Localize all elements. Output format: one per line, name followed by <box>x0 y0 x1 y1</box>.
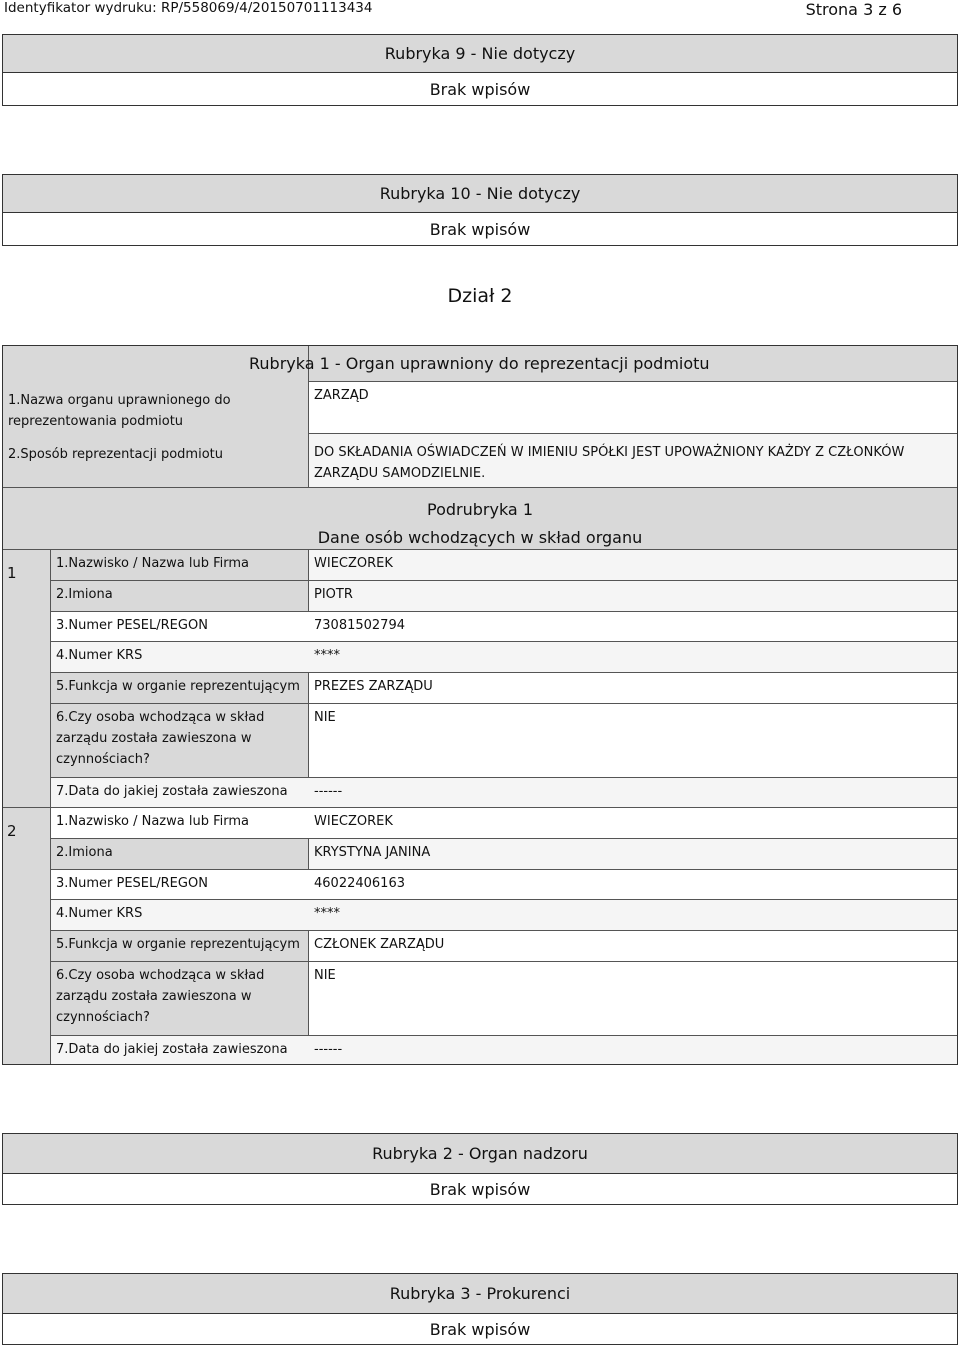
person-1-pesel-label: 3.Numer PESEL/REGON <box>51 612 309 642</box>
sposob-value: DO SKŁADANIA OŚWIADCZEŃ W IMIENIU SPÓŁKI JEST UPOWAŻNIONY KAŻDY Z CZŁONKÓW ZARZĄDU SAMODZIELNIE. <box>309 434 957 488</box>
rubryka-3-empty: Brak wpisów <box>429 1319 531 1339</box>
person-1-imiona-label: 2.Imiona <box>51 581 309 612</box>
person-2-funkcja: CZŁONEK ZARZĄDU <box>309 931 957 962</box>
person-1-krs: **** <box>309 642 957 673</box>
person-1-data-label: 7.Data do jakiej została zawieszona <box>51 778 309 808</box>
person-1-zawieszona: NIE <box>309 704 957 778</box>
rubryka-3-box <box>2 1273 958 1345</box>
rubryka-2-box <box>2 1133 958 1205</box>
person-2-funkcja-label: 5.Funkcja w organie reprezentującym <box>51 931 309 962</box>
person-2-pesel-label: 3.Numer PESEL/REGON <box>51 870 309 900</box>
rubryka-10-title: Rubryka 10 - Nie dotyczy <box>3 175 957 213</box>
person-2-data: ------ <box>309 1036 957 1064</box>
person-2-data-label: 7.Data do jakiej została zawieszona <box>51 1036 309 1064</box>
person-2-krs-label: 4.Numer KRS <box>51 900 309 931</box>
person-1-imiona: PIOTR <box>309 581 957 612</box>
podrubryka-header <box>3 488 957 550</box>
rubryka-9-title: Rubryka 9 - Nie dotyczy <box>3 35 957 73</box>
organ-value: ZARZĄD <box>309 382 957 434</box>
sposob-label: 2.Sposób reprezentacji podmiotu <box>3 434 309 488</box>
index-separator <box>3 807 51 808</box>
person-2-nazwisko: WIECZOREK <box>309 808 957 839</box>
podrubryka-title: Podrubryka 1 <box>427 500 533 519</box>
person-2-nazwisko-label: 1.Nazwisko / Nazwa lub Firma <box>51 808 309 839</box>
person-2-pesel: 46022406163 <box>309 870 957 900</box>
person-1-zawieszona-label: 6.Czy osoba wchodząca w skład zarządu została zawieszona w czynnościach? <box>51 704 309 778</box>
podrubryka-subtitle: Dane osób wchodzących w skład organu <box>317 528 643 547</box>
print-identifier: Identyfikator wydruku: RP/558069/4/20150701113434 <box>4 0 373 16</box>
rubryka-2-empty: Brak wpisów <box>429 1179 531 1199</box>
rubryka-10-empty: Brak wpisów <box>429 219 531 239</box>
person-1-krs-label: 4.Numer KRS <box>51 642 309 673</box>
organ-label: 1.Nazwa organu uprawnionego do reprezentowania podmiotu <box>3 346 309 434</box>
person-2-zawieszona-label: 6.Czy osoba wchodząca w skład zarządu została zawieszona w czynnościach? <box>51 962 309 1036</box>
person-1-nazwisko-label: 1.Nazwisko / Nazwa lub Firma <box>51 550 309 581</box>
person-1-pesel: 73081502794 <box>309 612 957 642</box>
rubryka-9-box <box>2 34 958 106</box>
person-2-zawieszona: NIE <box>309 962 957 1036</box>
rubryka-1-title: Rubryka 1 - Organ uprawniony do reprezentacji podmiotu <box>249 354 710 373</box>
rubryka-10-box <box>2 174 958 246</box>
rubryka-1-box <box>2 345 958 1065</box>
person-2-imiona-label: 2.Imiona <box>51 839 309 870</box>
dzial-title: Dział 2 <box>447 285 513 307</box>
rubryka-2-title: Rubryka 2 - Organ nadzoru <box>3 1134 957 1174</box>
person-2-imiona: KRYSTYNA JANINA <box>309 839 957 870</box>
person-1-funkcja: PREZES ZARZĄDU <box>309 673 957 704</box>
rubryka-3-title: Rubryka 3 - Prokurenci <box>3 1274 957 1314</box>
person-1-nazwisko: WIECZOREK <box>309 550 957 581</box>
page-number: Strona 3 z 6 <box>805 0 902 19</box>
person-1-data: ------ <box>309 778 957 808</box>
person-1-funkcja-label: 5.Funkcja w organie reprezentującym <box>51 673 309 704</box>
person-1-number: 1 <box>7 564 17 582</box>
person-2-krs: **** <box>309 900 957 931</box>
person-2-number: 2 <box>7 822 17 840</box>
rubryka-9-empty: Brak wpisów <box>429 79 531 99</box>
